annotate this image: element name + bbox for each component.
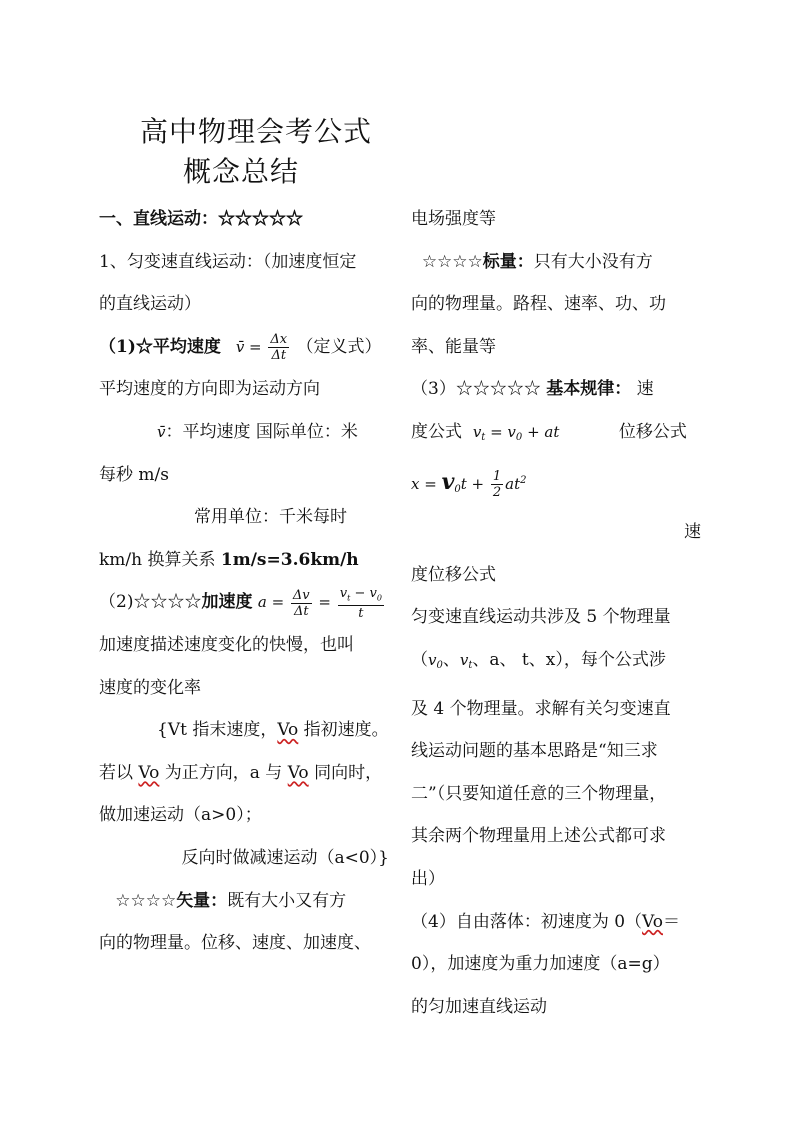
acceleration-line bbox=[99, 581, 389, 624]
scalar-line bbox=[411, 241, 701, 284]
speed-formula: $v_t = v_0$ + at bbox=[472, 422, 560, 443]
vt-line bbox=[99, 709, 389, 752]
paragraph: 率、能量等 bbox=[411, 336, 496, 357]
text: 若以 bbox=[99, 762, 139, 783]
section-heading: 一、直线运动：☆☆☆☆☆ bbox=[99, 209, 303, 229]
paragraph: 匀变速直线运动共涉及 5 个物理量 bbox=[411, 607, 671, 628]
page-title: 高中物理会考公式 bbox=[140, 115, 373, 148]
text: （3）☆☆☆☆☆ bbox=[411, 379, 547, 400]
stars: ☆☆☆☆ bbox=[421, 251, 483, 272]
scalar-label: 标量： bbox=[482, 251, 534, 272]
text: Vo bbox=[138, 762, 160, 783]
paragraph: 的匀加速直线运动 bbox=[411, 996, 547, 1017]
text: 只有大小没有方 bbox=[533, 251, 653, 272]
paragraph: 1、匀变速直线运动：（加速度恒定 bbox=[99, 251, 357, 272]
right-column bbox=[411, 198, 701, 1028]
vbar-symbol: v̄ bbox=[157, 422, 166, 441]
law-label: 基本规律： bbox=[546, 379, 632, 400]
speed-formula-line bbox=[411, 411, 701, 460]
paragraph: 平均速度的方向即为运动方向 bbox=[99, 379, 320, 400]
paragraph: 及 4 个物理量。求解有关匀变速直 bbox=[411, 698, 671, 719]
text: 速 bbox=[631, 379, 654, 400]
text: 、a、 t、x），每个公式涉 bbox=[472, 649, 666, 670]
paragraph: 其余两个物理量用上述公式都可求 bbox=[411, 826, 666, 847]
avg-velocity-def: （定义式） bbox=[296, 336, 382, 357]
paragraph: 反向时做减速运动（a<0）} bbox=[181, 847, 389, 868]
conversion-prefix: km/h 换算关系 bbox=[99, 549, 221, 570]
paragraph: 速度的变化率 bbox=[99, 677, 201, 698]
vector-line bbox=[99, 880, 389, 923]
text: 为正方向，a 与 bbox=[159, 762, 288, 783]
stars: ☆☆☆☆ bbox=[115, 890, 177, 911]
law-line bbox=[411, 368, 701, 411]
text: {Vt 指末速度， bbox=[157, 720, 278, 741]
paragraph: 出） bbox=[411, 868, 445, 889]
paragraph: 速 bbox=[684, 522, 701, 543]
text: 度公式 bbox=[411, 421, 462, 442]
paragraph: 向的物理量。位移、速度、加速度、 bbox=[99, 933, 371, 954]
text: Vo bbox=[642, 911, 663, 932]
paragraph: 电场强度等 bbox=[411, 209, 496, 229]
avg-unit-text: ：平均速度 国际单位：米 bbox=[165, 421, 358, 442]
paragraph: 度位移公式 bbox=[411, 564, 496, 585]
vt-line bbox=[99, 752, 389, 795]
paragraph: 每秒 m/s bbox=[99, 464, 169, 485]
text: （4）自由落体：初速度为 0（ bbox=[411, 911, 643, 932]
paragraph: 线运动问题的基本思路是“知三求 bbox=[411, 741, 658, 762]
text: 既有大小又有方 bbox=[227, 890, 347, 911]
freefall-line bbox=[411, 901, 701, 944]
avg-velocity-label: （1)☆平均速度 bbox=[99, 336, 221, 357]
text: 位移公式 bbox=[618, 421, 687, 442]
avg-velocity-line bbox=[99, 326, 389, 369]
paragraph: 0），加速度为重力加速度（a=g） bbox=[411, 954, 670, 975]
paragraph: 的直线运动） bbox=[99, 294, 201, 315]
paragraph: 二”（只要知道任意的三个物理量， bbox=[411, 783, 667, 804]
text: ＝ bbox=[663, 911, 680, 932]
acc-prefix: （2)☆☆☆☆ bbox=[99, 592, 202, 613]
avg-unit-line bbox=[99, 411, 389, 454]
vector-label: 矢量： bbox=[176, 890, 228, 911]
acc-label: 加速度 bbox=[201, 592, 253, 613]
text: Vo bbox=[287, 762, 309, 783]
quantities-line: （$v_0$、$v_t$、a、 t、x），每个公式涉 bbox=[411, 649, 666, 671]
acc-formula: a = $\frac{\Delta v}{\Delta t}$ = $\frac{v_t - v_0}{t}$ bbox=[257, 585, 382, 622]
displacement-formula: $x = v_0t$ + $\frac{1}{2}$ $at^2$ bbox=[411, 468, 527, 500]
paragraph: 常用单位：千米每时 bbox=[194, 507, 347, 528]
text: Vo bbox=[277, 720, 299, 741]
avg-velocity-formula: v̄ = $\frac{\Delta x}{\Delta t}$ bbox=[226, 332, 288, 364]
paragraph: 做加速运动（a>0）； bbox=[99, 805, 262, 826]
conversion-line bbox=[99, 539, 389, 582]
paragraph: 加速度描述速度变化的快慢，也叫 bbox=[99, 634, 354, 655]
text: 同向时， bbox=[308, 762, 383, 783]
text: 指初速度。 bbox=[298, 720, 389, 741]
page-subtitle: 概念总结 bbox=[183, 155, 300, 188]
conversion-value: 1m/s=3.6km/h bbox=[220, 549, 359, 570]
paragraph: 向的物理量。路程、速率、功、功 bbox=[411, 294, 666, 315]
left-column bbox=[99, 198, 389, 965]
